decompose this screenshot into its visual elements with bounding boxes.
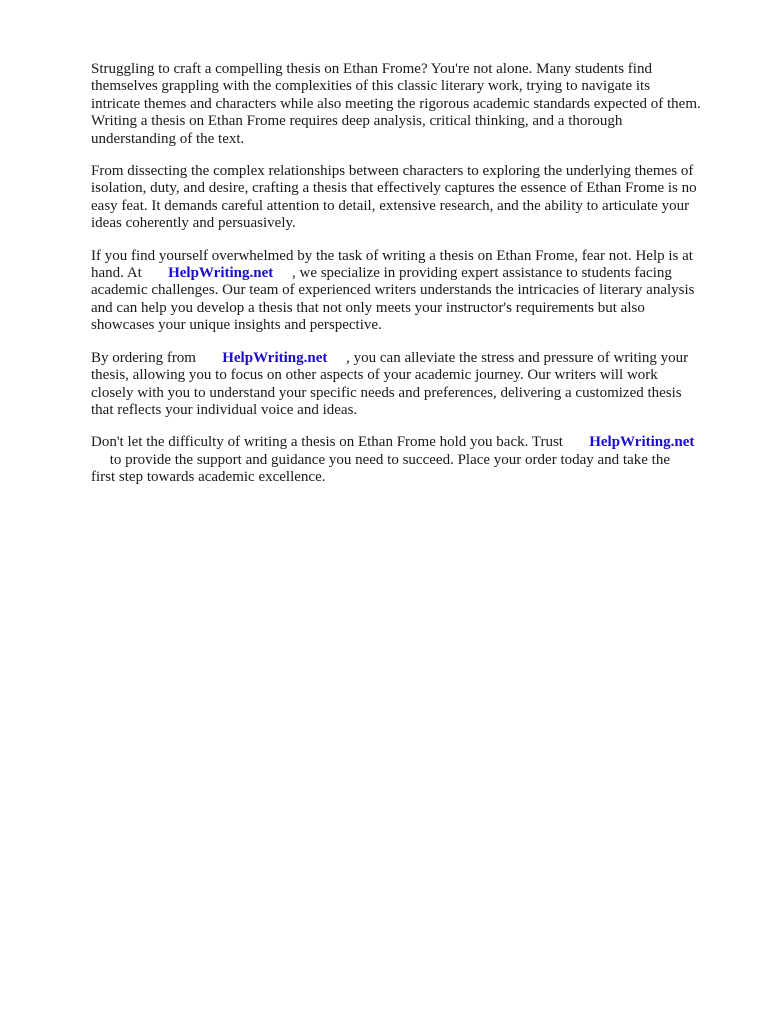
paragraph-closing-before: Don't let the difficulty of writing a thesis on Ethan Frome hold you back. Trust — [91, 434, 567, 451]
paragraph-help-after: , we specialize in providing expert assistance to students facing academic challenges. Our team of experienced writers understands the intricacies of literary analysis and can help you develop a thesis that not only meets your instructor's requirements but also showcases your unique insights and perspective. — [91, 265, 695, 334]
paragraph-intro: Struggling to craft a compelling thesis on Ethan Frome? You're not alone. Many students find themselves grappling with the complexities of this classic literary work, trying to navigate its intricate themes and characters while also meeting the rigorous academic standards expected of them. Writing a thesis on Ethan Frome requires deep analysis, critical thinking, and a thorough understanding of the text. — [91, 61, 701, 147]
paragraph-closing-after: to provide the support and guidance you need to succeed. Place your order today and take the first step towards academic excellence. — [91, 451, 670, 486]
paragraph-closing — [91, 434, 731, 486]
paragraph-ordering-after: , you can alleviate the stress and pressure of writing your thesis, allowing you to focus on other aspects of your academic journey. Our writers will work closely with you to understand your specific needs and preferences, delivering a customized thesis that reflects your individual voice and ideas. — [91, 349, 689, 418]
paragraph-help-before: If you find yourself overwhelmed by the task of writing a thesis on Ethan Frome, fear not. Help is at hand. At — [91, 247, 693, 282]
paragraph-help — [91, 248, 731, 335]
helpwriting-link-3[interactable]: HelpWriting.net — [589, 434, 695, 451]
paragraph-ordering — [91, 350, 731, 420]
paragraph-ordering-before: By ordering from — [91, 349, 200, 366]
helpwriting-link-2[interactable]: HelpWriting.net — [222, 349, 328, 366]
helpwriting-link-1[interactable]: HelpWriting.net — [168, 265, 274, 282]
document-body — [91, 61, 731, 502]
paragraph-challenges: From dissecting the complex relationships between characters to exploring the underlying themes of isolation, duty, and desire, crafting a thesis that effectively captures the essence of Ethan Frome is no easy feat. It demands careful attention to detail, extensive research, and the ability to articulate your ideas coherently and persuasively. — [91, 163, 697, 232]
